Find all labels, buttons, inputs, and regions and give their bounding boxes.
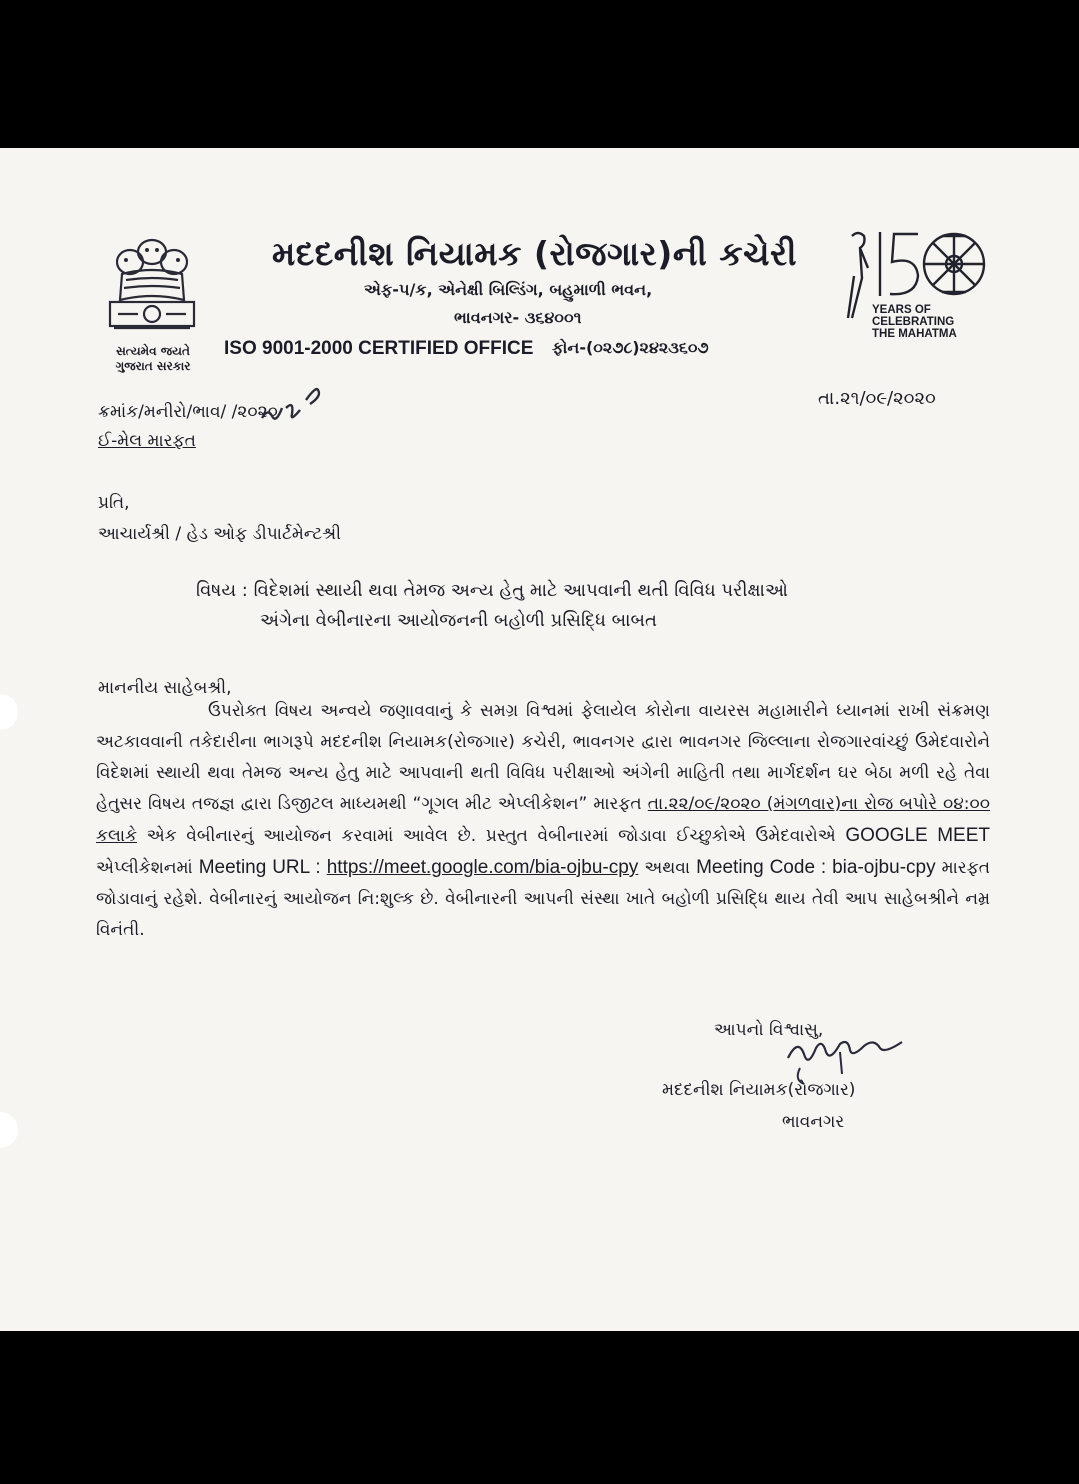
iso-certification: ISO 9001-2000 CERTIFIED OFFICE — [224, 338, 534, 359]
emblem-caption — [88, 344, 218, 374]
body-part-1: ઉપરોક્ત વિષય અન્વયે જણાવવાનું કે સમગ્ર વિશ્વમાં ફેલાયેલ કોરોના વાયરસ મહામારીને ધ્યાનમાં રાખી સંક્રમણ અટકાવવાની તકેદારીના ભાગરૂપે મદદનીશ નિયામક(રોજગાર) કચેરી, ભાવનગર દ્વારા ભાવનગર જિલ્લાના રોજગારવાંચ્છું ઉમેદવારોને વિદેશમાં સ્થાયી થવા તેમજ અન્ય હેતુ માટે આપવાની થતી વિવિધ પરીક્ષાઓ અંગેની માહિતી તથા માર્ગદર્શન ઘર બેઠા મળી રહે તેવા હેતુસર વિષય તજજ્ઞ દ્વારા ડિજીટલ માધ્યમથી “ગૂગલ મીટ એપ્લીકેશન” મારફત — [96, 701, 990, 814]
address-line-1: એફ-૫/ક, એનેક્ષી બિલ્ડિંગ, બહુમાળી ભવન, — [364, 280, 653, 299]
meeting-url-link[interactable]: https://meet.google.com/bia-ojbu-cpy — [326, 857, 639, 878]
closing-regards: આપનો વિશ્વાસુ, — [714, 1020, 824, 1040]
letter-body — [96, 696, 990, 946]
letter-date: તા.૨૧/૦૯/૨૦૨૦ — [818, 388, 936, 409]
signatory-designation: મદદનીશ નિયામક(રોજગાર) — [662, 1080, 856, 1100]
logo-line-3: THE MAHATMA — [872, 328, 957, 340]
punch-hole-top — [0, 694, 18, 730]
meeting-code: Meeting Code : bia-ojbu-cpy — [696, 857, 936, 878]
body-part-2: એક વેબીનારનું આયોજન કરવામાં આવેલ છે. પ્રસ્તુત વેબીનારમાં જોડાવા ઈચ્છુકોએ ઉમેદવારોએ — [146, 826, 836, 846]
logo-line-2: CELEBRATING — [872, 316, 955, 328]
address-line-2: ભાવનગર- ૩૬૪૦૦૧ — [454, 308, 582, 327]
body-part-3: એપ્લીકેશનમાં — [96, 858, 193, 878]
google-meet-text: GOOGLE MEET — [845, 825, 991, 846]
recipient-to: પ્રતિ, — [98, 493, 130, 513]
phone-number: ફોન-(૦૨૭૮)૨૪૨૩૬૦૭ — [552, 338, 709, 357]
body-part-5: મારફત જોડાવાનું રહેશે. વેબીનારનું આયોજન નિ:શુલ્ક છે. વેબીનારની આપની સંસ્થા ખાતે બહોળી પ્રસિદ્ધિ થાય તેવી આપ સાહેબશ્રીને નમ્ર વિનંતી. — [96, 858, 990, 940]
reference-number: ક્રમાંક/મનીરો/ભાવ/ /૨૦૨૦ — [98, 402, 278, 422]
handwritten-number — [252, 378, 332, 428]
salutation: માનનીય સાહેબશ્રી, — [98, 678, 232, 698]
recipient-name: આચાર્યશ્રી / હેડ ઓફ ડીપાર્ટમેન્ટશ્રી — [98, 524, 341, 544]
emblem-motto: સત્યમેવ જયતે — [116, 344, 190, 358]
emblem-government: ગુજરાત સરકાર — [115, 359, 191, 373]
body-part-4: અથવા — [644, 858, 691, 878]
subject-line-1: વિષય : વિદેશમાં સ્થાયી થવા તેમજ અન્ય હેતુ માટે આપવાની થતી વિવિધ પરીક્ષાઓ — [196, 580, 788, 601]
signature-image — [780, 1028, 910, 1088]
signatory-place: ભાવનગર — [782, 1112, 845, 1132]
logo-line-1: YEARS OF — [872, 304, 931, 316]
office-title: મદદનીશ નિયામક (રોજગાર)ની કચેરી — [272, 234, 798, 273]
webinar-date: તા.૨૨/૦૯/૨૦૨૦ (મંગળવાર)ના રોજ બપોરે ૦૪:૦૦ કલાકે — [96, 794, 991, 846]
punch-hole-bottom — [0, 1112, 18, 1148]
email-note: ઈ-મેલ મારફત — [98, 431, 196, 451]
letter-page — [0, 148, 1079, 1331]
meeting-url-label: Meeting URL : — [198, 857, 321, 878]
logo-caption — [872, 304, 982, 340]
subject-line-2: અંગેના વેબીનારના આયોજનની બહોળી પ્રસિદ્ધિ બાબત — [260, 610, 657, 631]
